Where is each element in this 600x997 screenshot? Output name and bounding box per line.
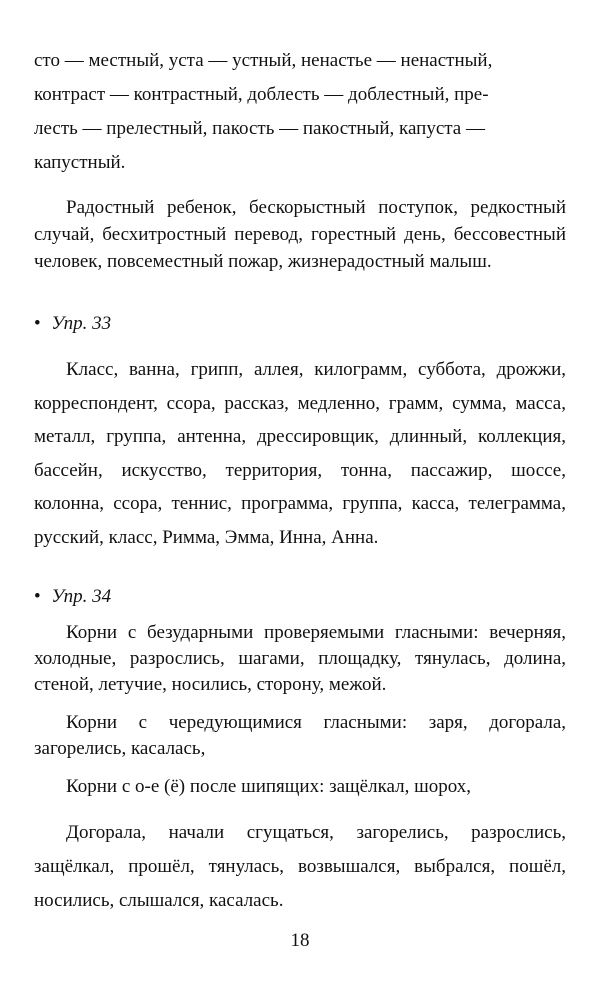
exercise-33-heading [34,309,566,339]
exercise-33-title: Упр. 33 [51,313,112,334]
exercise-33-text: Класс, ванна, грипп, аллея, килограмм, суббота, дрожжи, корреспондент, ссора, рассказ, медленно, грамм, сумма, масса, металл, группа, антенна, дрессировщик, длинный, коллекция, бассейн, искусство, территория, тонна, пассажир, шоссе, колонна, ссора, теннис, программа, группа, касса, телеграмма, русский, класс, Римма, Эмма, Инна, Анна. [34,359,566,548]
page-number: 18 [290,930,310,951]
page-content [34,44,566,918]
exercise-34-paragraph-4: Догорала, начали сгущаться, загорелись, разрослись, защёлкал, прошёл, тянулась, возвышался, выбрался, пошёл, носились, слышался, касалась. [34,822,566,911]
exercise-34-paragraph-1: Корни с безударными проверяемыми гласными: вечерняя, холодные, разрослись, шагами, площадку, тянулась, долина, стеной, летучие, носились, сторону, межой. [34,622,566,695]
section-top [34,44,566,180]
bullet-icon: • [34,586,41,607]
word-pairs-line-2: контраст — контрастный, доблесть — доблестный, пре- [34,84,489,105]
exercise-34-heading [34,582,566,612]
exercise-34-paragraph-3: Корни с о-е (ё) после шипящих: защёлкал, шорох, [66,776,472,797]
bullet-icon: • [34,313,41,334]
word-pairs-line-4: капустный. [34,152,126,173]
adjectives-paragraph: Радостный ребенок, бескорыстный поступок, редкостный случай, бесхитростный перевод, горестный день, бессовестный человек, повсеместный пожар, жизнерадостный малыш. [34,197,566,272]
word-pairs-line-3: лесть — прелестный, пакость — пакостный, капуста — [34,118,485,139]
exercise-34-paragraph-2: Корни с чередующимися гласными: заря, догорала, загорелись, касалась, [34,712,566,759]
exercise-34-title: Упр. 34 [51,586,112,607]
word-pairs-line-1: сто — местный, уста — устный, ненастье — ненастный, [34,50,493,71]
